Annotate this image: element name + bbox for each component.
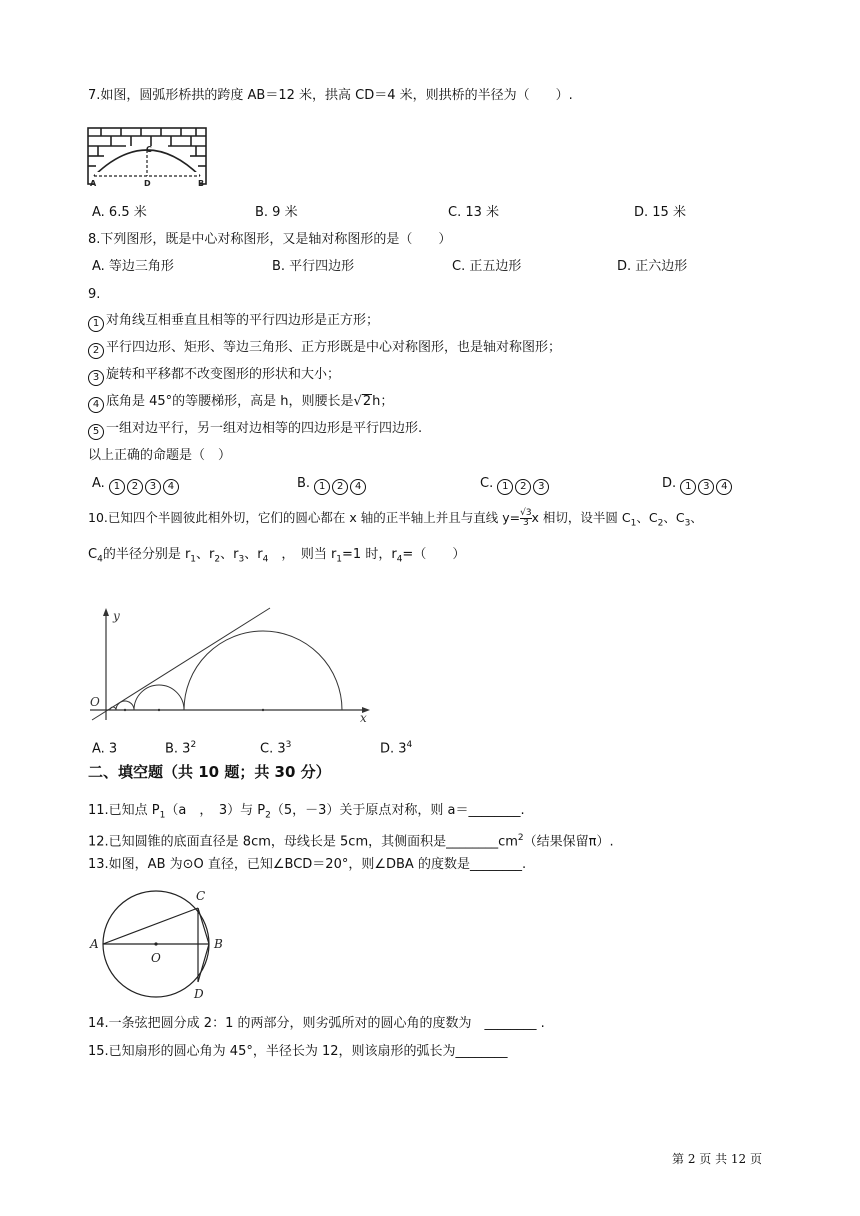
page-footer: 第 2 页 共 12 页 [672, 1152, 762, 1166]
q13-circle-figure [88, 882, 238, 1006]
q11-text: 11.已知点 $P_1(a$ ， 3）与 $P_2(5$，－3）关于原点对称，则 a＝________. [88, 803, 525, 821]
q10-option-c: C. $3^3$ [260, 740, 292, 757]
q7-label-a: A [90, 179, 97, 188]
q8-text: 8.下列图形，既是中心对称图形，又是轴对称图形的是（ ） [88, 232, 452, 247]
section-2-title: 二、填空题（共 10 题；共 30 分） [88, 763, 331, 781]
q13-text: 13.如图，AB 为⊙O 直径，已知∠BCD＝20°，则∠DBA 的度数是________. [88, 857, 527, 872]
q7-option-c: C. 13 米 [448, 205, 500, 220]
q7-option-d: D. 15 米 [634, 205, 686, 220]
q12-text: 12.已知圆锥的底面直径是 8cm，母线长是 5cm，其侧面积是$\_\_\_\_\_\_\_\_cm^2$（结果保留π）. [88, 833, 614, 850]
q10-label-o: O [90, 695, 100, 709]
q7-bridge-figure [86, 126, 208, 188]
q7-label-d: D [144, 179, 151, 188]
q7-label-c: C [146, 145, 152, 154]
q10-option-d: D. $3^4$ [380, 740, 413, 757]
q10-label-x: x [360, 711, 367, 725]
q7-option-b: B. 9 米 [255, 205, 298, 220]
q13-label-a: A [90, 937, 99, 951]
q9-item-2: 2 平行四边形、矩形、等边三角形、正方形既是中心对称图形，也是轴对称图形； [88, 339, 561, 359]
q7-label-b: B [198, 179, 205, 188]
q8-option-a: A. 等边三角形 [92, 259, 174, 274]
q9-item-1: 1 对角线互相垂直且相等的平行四边形是正方形； [88, 312, 379, 332]
q8-option-c: C. 正五边形 [452, 259, 522, 274]
q9-mark-3: 3 [88, 370, 104, 386]
q9-sqrt-value: 2 [362, 394, 372, 409]
q9-item-4: 4 底角是 45°的等腰梯形，高是 h，则腰长是√2h； [88, 393, 393, 413]
q9-option-d: D. 1 3 4 [662, 475, 734, 495]
q9-item-5: 5 一组对边平行，另一组对边相等的四边形是平行四边形. [88, 420, 422, 440]
q8-option-b: B. 平行四边形 [272, 259, 355, 274]
q10-line-1: 10.已知四个半圆彼此相外切，它们的圆心都在 x 轴的正半轴上并且与直线 y= $\frac{√3}{3}$ x 相切，设半圆 $C_1$、$C_2$、$C_3$、 [88, 508, 703, 529]
q10-label-y: y [113, 609, 120, 623]
q9-item-3: 3 旋转和平移都不改变图形的形状和大小； [88, 366, 340, 386]
q9-number: 9. [88, 287, 101, 302]
q15-text: 15.已知扇形的圆心角为 45°，半径长为 12，则该扇形的弧长为________ [88, 1044, 508, 1059]
q13-label-b: B [214, 937, 223, 951]
q14-text: 14.一条弦把圆分成 2：1 的两部分，则劣弧所对的圆心角的度数为 ________ . [88, 1016, 545, 1031]
q10-semicircles-figure [86, 604, 376, 724]
q7-text: 7.如图，圆弧形桥拱的跨度 AB＝12 米，拱高 CD＝4 米，则拱桥的半径为（ ）. [88, 88, 573, 103]
q9-mark-5: 5 [88, 424, 104, 440]
q9-option-c: C. 1 2 3 [480, 475, 551, 495]
q13-label-o: O [151, 951, 161, 965]
q10-option-b: B. $3^2$ [165, 740, 197, 757]
q9-prompt: 以上正确的命题是（ ） [88, 448, 232, 463]
q13-label-d: D [194, 987, 204, 1001]
q9-option-b: B. 1 2 4 [297, 475, 368, 495]
q9-option-a: A. 1 2 3 4 [92, 475, 181, 495]
q10-line-2: $C_4$的半径分别是 $r_1$、$r_2$、$r_3$、$r_4$ ， 则当 $r_1=1$ 时，$r_4=$（ ） [88, 547, 466, 565]
q10-option-a: A. 3 [92, 741, 118, 757]
q9-mark-1: 1 [88, 316, 104, 332]
q13-label-c: C [196, 889, 206, 903]
q9-mark-2: 2 [88, 343, 104, 359]
q8-option-d: D. 正六边形 [617, 259, 688, 274]
q9-mark-4: 4 [88, 397, 104, 413]
q7-option-a: A. 6.5 米 [92, 205, 147, 220]
